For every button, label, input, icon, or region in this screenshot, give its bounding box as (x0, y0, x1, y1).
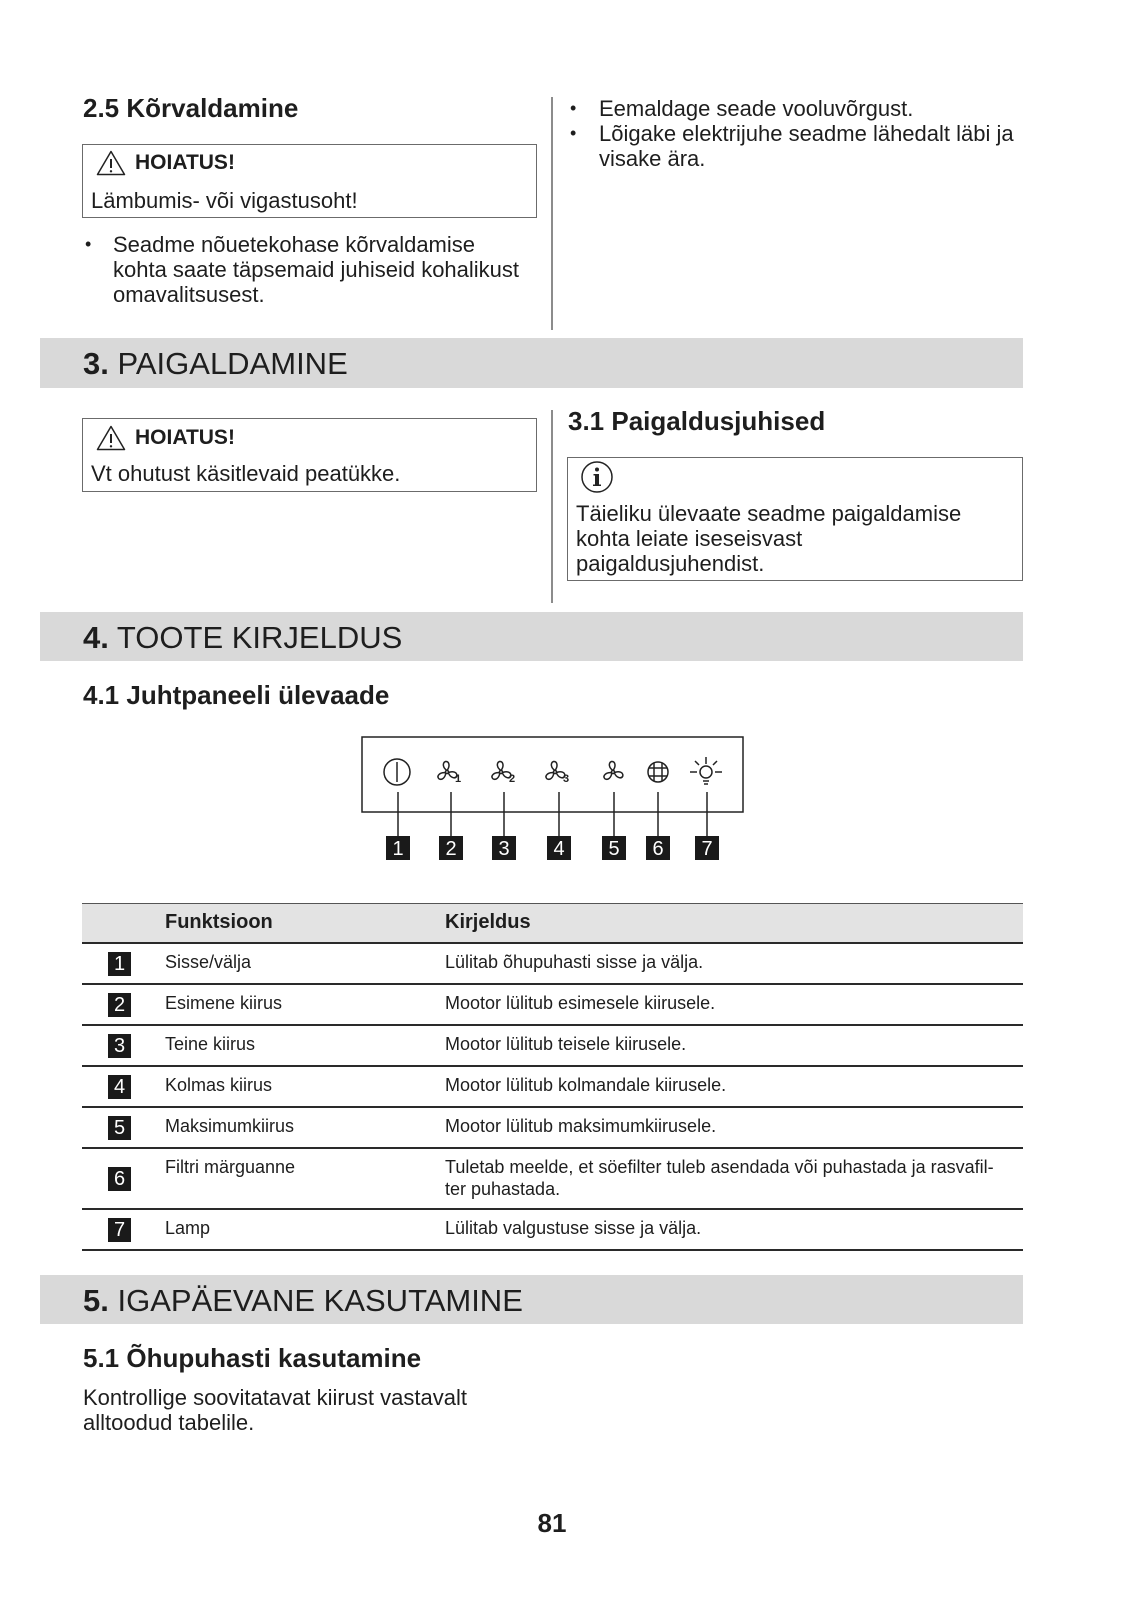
control-number-label: 1 (392, 838, 404, 860)
bullet-list-disposal-left (83, 232, 527, 307)
control-number-tag (547, 836, 571, 860)
control-number-tag (439, 836, 463, 860)
table-row (82, 1108, 1023, 1149)
table-row (82, 1067, 1023, 1108)
control-number-label: 4 (553, 838, 565, 860)
control-number-tag: 7 (108, 1218, 131, 1242)
warning-text: Vt ohutust käsitlevaid peatükke. (91, 461, 401, 486)
list-item (83, 232, 527, 307)
function-cell: Esimene kiirus (165, 993, 283, 1013)
section-heading-installation-instructions: 3.1 Paigaldusjuhised (568, 406, 826, 436)
control-number-label: 3 (498, 838, 510, 860)
description-cell: Lülitab valgustuse sisse ja välja. (445, 1218, 702, 1238)
section-title-text: TOOTE KIRJELDUS (116, 620, 403, 655)
section-band-product-description (40, 612, 1023, 661)
section-title-text: IGAPÄEVANE KASUTAMINE (117, 1283, 523, 1318)
info-box (567, 457, 1023, 581)
control-number-tag (646, 836, 670, 860)
warning-header (96, 425, 235, 451)
warning-triangle-icon (96, 425, 126, 451)
function-cell: Teine kiirus (165, 1034, 256, 1054)
leader-lines (398, 792, 707, 836)
table-row (82, 1149, 1023, 1210)
control-number-tag (492, 836, 516, 860)
function-cell: Sisse/välja (165, 952, 252, 972)
section-heading-control-panel: 4.1 Juhtpaneeli ülevaade (83, 680, 390, 710)
function-table (82, 903, 1023, 1251)
control-number-tag: 1 (108, 952, 131, 976)
fan-speed-2-icon (491, 761, 515, 785)
table-row (82, 1210, 1023, 1251)
control-number-label: 5 (608, 838, 620, 860)
function-cell: Kolmas kiirus (165, 1075, 273, 1095)
section-band-installation (40, 338, 1023, 388)
control-panel-frame (362, 737, 743, 812)
section-number: 5. (83, 1283, 109, 1318)
table-row (82, 985, 1023, 1026)
column-divider (551, 410, 553, 603)
description-cell: Lülitab õhupuhasti sisse ja välja. (445, 952, 704, 972)
function-cell: Maksimumkiirus (165, 1116, 295, 1136)
warning-box (82, 418, 537, 492)
fan-speed-1-icon (437, 761, 461, 785)
control-number-tag (695, 836, 719, 860)
fan-max-icon (603, 761, 624, 780)
filter-grid-icon (646, 760, 670, 784)
control-number-label: 2 (445, 838, 457, 860)
section-title (83, 1277, 523, 1324)
description-cell: Mootor lülitub teisele kiirusele. (445, 1034, 687, 1054)
table-row (82, 1026, 1023, 1067)
table-row (82, 944, 1023, 985)
list-item-text: Lõigake elektrijuhe seadme lähedalt läbi ja visake ära. (599, 121, 1014, 171)
description-cell: Mootor lülitub kolmandale kiirusele. (445, 1075, 727, 1095)
warning-header (96, 150, 235, 176)
warning-triangle-icon (96, 150, 126, 176)
bullet-icon: • (85, 234, 92, 254)
table-header-row (82, 903, 1023, 944)
lamp-icon (690, 757, 722, 784)
bullet-icon: • (570, 123, 577, 143)
control-number-tag (386, 836, 410, 860)
control-panel-diagram (355, 728, 755, 868)
control-number-label: 7 (701, 838, 713, 860)
description-cell: Tuletab meelde, et söefilter tuleb asendada või puhastada ja rasvafilter puhastada. (445, 1157, 994, 1199)
power-icon (384, 759, 410, 785)
fan-speed-subscript: 2 (509, 773, 516, 785)
section-band-daily-use (40, 1275, 1023, 1324)
page-number: 81 (537, 1508, 567, 1538)
section-heading-hood-usage: 5.1 Õhupuhasti kasutamine (83, 1343, 422, 1373)
warning-title: HOIATUS! (135, 426, 235, 449)
bullet-icon: • (570, 98, 577, 118)
list-item-text: Eemaldage seade vooluvõrgust. (599, 96, 914, 121)
section-title (83, 614, 402, 661)
warning-text: Lämbumis- või vigastusoht! (91, 188, 358, 213)
info-text: Täieliku ülevaate seadme paigaldamise kohta leiate iseseisvast paigaldusjuhendist. (576, 501, 962, 576)
section-title (83, 340, 348, 388)
list-item (568, 96, 1039, 121)
fan-speed-3-icon (545, 761, 569, 785)
control-number-tag (602, 836, 626, 860)
column-divider (551, 97, 553, 330)
section-heading-disposal: 2.5 Kõrvaldamine (83, 93, 299, 123)
list-item (568, 121, 1039, 171)
warning-title: HOIATUS! (135, 151, 235, 174)
body-paragraph: Kontrollige soovitatavat kiirust vastavalt alltoodud tabelile. (83, 1385, 467, 1435)
control-number-tag: 5 (108, 1116, 131, 1140)
section-number: 4. (83, 620, 109, 655)
function-cell: Lamp (165, 1218, 211, 1238)
section-title-text: PAIGALDAMINE (117, 346, 348, 381)
control-number-label: 6 (652, 838, 664, 860)
section-number: 3. (83, 346, 109, 381)
control-number-tag: 3 (108, 1034, 131, 1058)
info-icon (580, 460, 614, 494)
column-header-description: Kirjeldus (445, 911, 531, 933)
fan-speed-subscript: 3 (563, 773, 570, 785)
column-header-function: Funktsioon (165, 911, 273, 933)
fan-speed-subscript: 1 (455, 773, 462, 785)
description-cell: Mootor lülitub maksimumkiirusele. (445, 1116, 717, 1136)
list-item-text: Seadme nõuetekohase kõrvaldamise kohta saate täpsemaid juhiseid kohalikust omavalitsusest. (113, 232, 520, 307)
control-number-tag: 2 (108, 993, 131, 1017)
control-number-tag: 4 (108, 1075, 131, 1099)
function-cell: Filtri märguanne (165, 1157, 296, 1177)
bullet-list-disposal-right (568, 96, 1039, 171)
description-cell: Mootor lülitub esimesele kiirusele. (445, 993, 716, 1013)
warning-box (82, 144, 537, 218)
control-number-tag: 6 (108, 1167, 131, 1191)
